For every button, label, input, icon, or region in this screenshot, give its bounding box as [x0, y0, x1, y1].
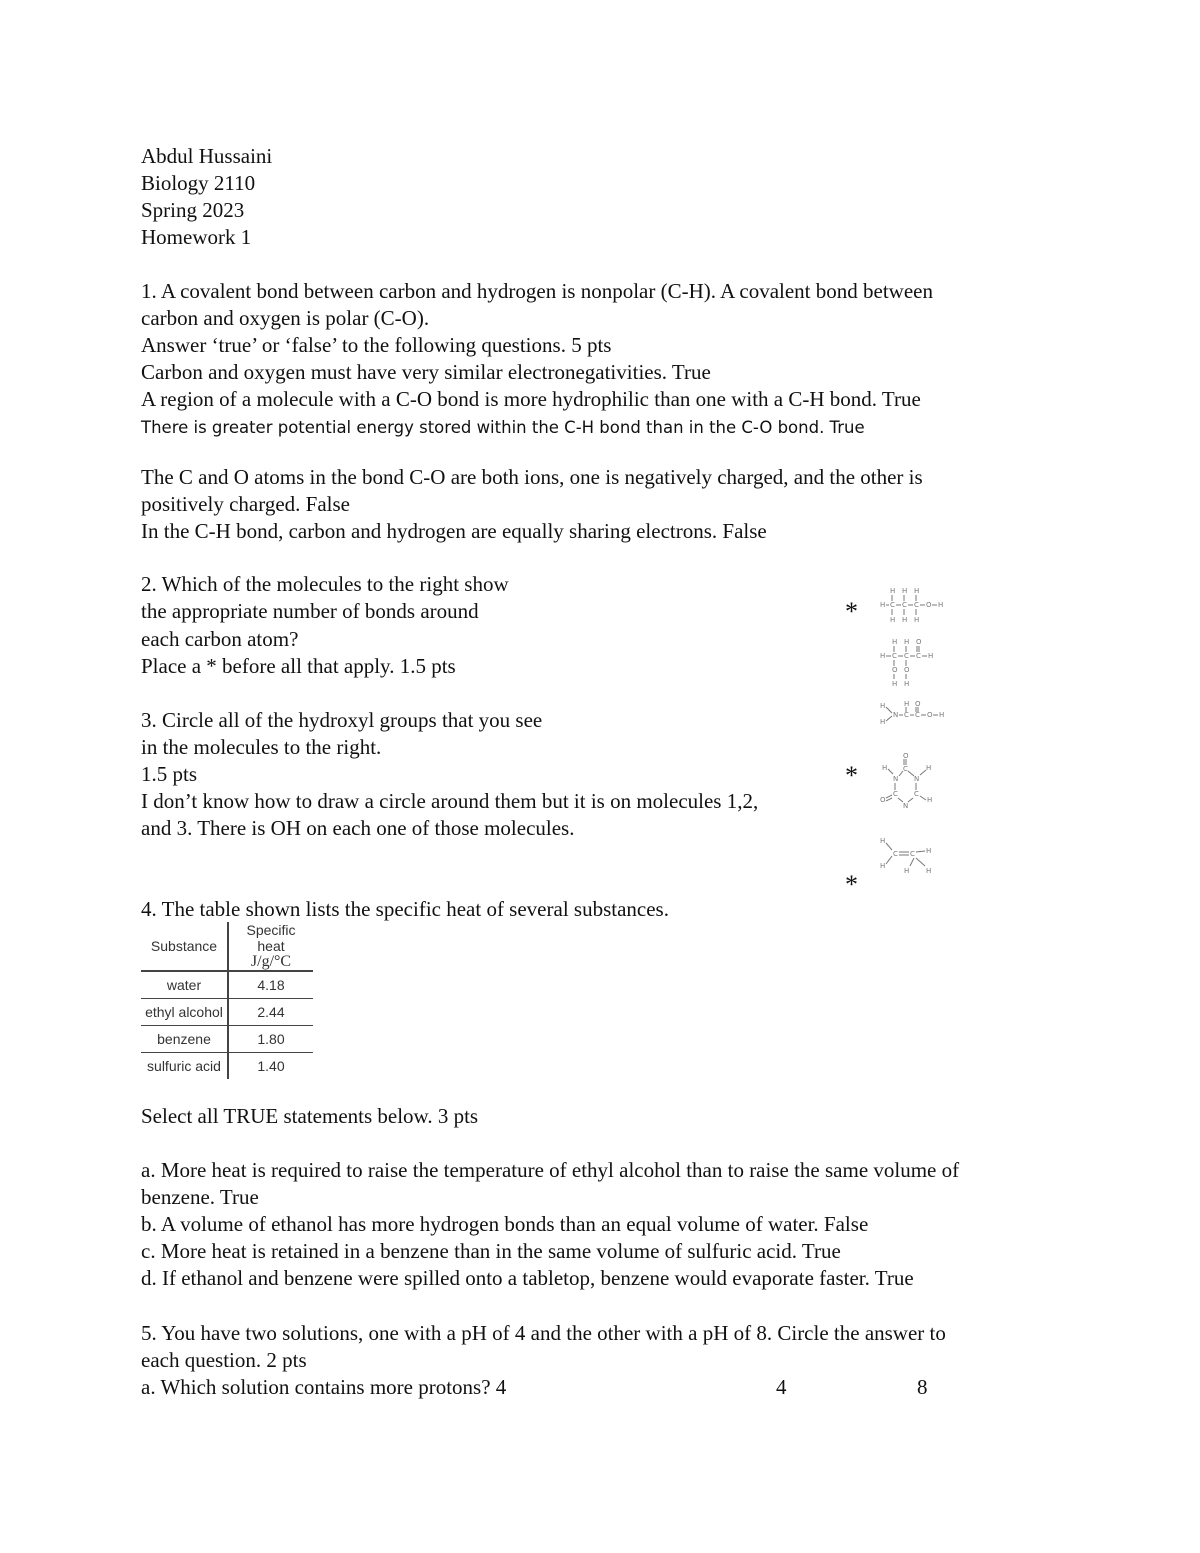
q4-intro: 4. The table shown lists the specific heat of several substances.: [141, 897, 669, 921]
table-row: [141, 971, 313, 999]
q5-question-a: a. Which solution contains more protons? 4: [141, 1375, 507, 1399]
molecule-3-diagram: [878, 698, 953, 728]
q1-statement: A region of a molecule with a C-O bond is more hydrophilic than one with a C-H bond. True: [141, 387, 921, 411]
table-row: [141, 1053, 313, 1080]
q4-option-a: a. More heat is required to raise the temperature of ethyl alcohol than to raise the same volume of: [141, 1158, 960, 1182]
q1-statement: positively charged. False: [141, 492, 350, 516]
answer-star: *: [845, 870, 858, 899]
q1-statement: The C and O atoms in the bond C-O are both ions, one is negatively charged, and the other is: [141, 465, 923, 489]
value-cell: 1.40: [257, 1058, 285, 1074]
q5-text-line: 5. You have two solutions, one with a pH of 4 and the other with a pH of 8. Circle the answer to: [141, 1321, 946, 1345]
svg-text:H: H: [880, 652, 886, 660]
q5-choice-8: 8: [917, 1375, 928, 1399]
table-row: [141, 999, 313, 1026]
q4-option-c: c. More heat is retained in a benzene than in the same volume of sulfuric acid. True: [141, 1239, 841, 1263]
svg-text:H: H: [880, 601, 886, 609]
substance-cell: ethyl alcohol: [141, 999, 228, 1026]
molecule-5-diagram: [876, 834, 941, 876]
svg-text:N: N: [903, 802, 909, 810]
svg-text:O: O: [926, 601, 932, 609]
q4-option-a-cont: benzene. True: [141, 1185, 259, 1209]
value-cell: 2.44: [228, 999, 313, 1026]
q1-statement: There is greater potential energy stored within the C-H bond than in the C-O bond. True: [141, 418, 865, 437]
q1-text-line: carbon and oxygen is polar (C-O).: [141, 306, 430, 330]
svg-text:H: H: [904, 680, 910, 688]
svg-text:O: O: [904, 666, 910, 674]
svg-text:C: C: [890, 601, 895, 609]
header-specific-heat: [228, 922, 313, 971]
svg-text:C: C: [893, 850, 898, 858]
svg-text:C: C: [914, 601, 919, 609]
svg-text:O: O: [892, 666, 898, 674]
q3-answer: I don’t know how to draw a circle around them but it is on molecules 1,2,: [141, 789, 759, 813]
q2-instructions: Place a * before all that apply. 1.5 pts: [141, 654, 456, 678]
assignment-title: Homework 1: [141, 225, 252, 249]
q3-text-line: 3. Circle all of the hydroxyl groups that you see: [141, 708, 543, 732]
svg-text:O: O: [915, 700, 921, 708]
svg-text:H: H: [880, 862, 886, 870]
svg-text:H: H: [939, 711, 945, 719]
q5-text-line: each question. 2 pts: [141, 1348, 307, 1372]
svg-text:H: H: [914, 616, 920, 624]
substance-cell: benzene: [141, 1026, 228, 1053]
value-cell: 4.18: [228, 971, 313, 999]
svg-text:O: O: [903, 752, 909, 760]
q1-text-line: 1. A covalent bond between carbon and hydrogen is nonpolar (C-H). A covalent bond between: [141, 279, 933, 303]
specific-heat-table: [141, 922, 313, 1079]
svg-text:H: H: [892, 638, 898, 646]
svg-text:C: C: [904, 652, 909, 660]
answer-star: *: [845, 597, 858, 626]
svg-text:H: H: [890, 616, 896, 624]
svg-text:H: H: [914, 587, 920, 595]
svg-text:H: H: [880, 718, 886, 726]
q2-text-line: the appropriate number of bonds around: [141, 599, 479, 623]
term: Spring 2023: [141, 198, 245, 222]
svg-text:N: N: [893, 711, 899, 719]
header-substance: Substance: [141, 922, 228, 971]
substance-cell: water: [141, 971, 228, 999]
q1-instructions: Answer ‘true’ or ‘false’ to the following questions. 5 pts: [141, 333, 612, 357]
student-name: Abdul Hussaini: [141, 144, 273, 168]
svg-text:O: O: [880, 796, 886, 804]
svg-text:H: H: [890, 587, 896, 595]
svg-text:C: C: [915, 711, 920, 719]
svg-text:H: H: [926, 867, 932, 875]
q3-text-line: in the molecules to the right.: [141, 735, 382, 759]
table-header-row: [141, 922, 313, 971]
svg-text:H: H: [892, 680, 898, 688]
svg-text:O: O: [916, 638, 922, 646]
svg-text:C: C: [910, 850, 915, 858]
svg-text:C: C: [916, 652, 921, 660]
svg-text:H: H: [902, 587, 908, 595]
svg-text:H: H: [904, 638, 910, 646]
molecule-2-diagram: [878, 636, 948, 688]
course-name: Biology 2110: [141, 171, 256, 195]
svg-text:N: N: [893, 775, 899, 783]
svg-text:H: H: [902, 616, 908, 624]
svg-text:O: O: [927, 711, 933, 719]
svg-text:H: H: [927, 796, 933, 804]
q4-option-d: d. If ethanol and benzene were spilled onto a tabletop, benzene would evaporate faster. True: [141, 1266, 914, 1290]
molecule-1-diagram: [878, 585, 953, 625]
svg-text:H: H: [938, 601, 944, 609]
q2-text-line: 2. Which of the molecules to the right show: [141, 572, 509, 596]
q2-text-line: each carbon atom?: [141, 627, 299, 651]
value-cell: 1.80: [228, 1026, 313, 1053]
header-unit: J/g/°C: [250, 953, 292, 970]
svg-text:H: H: [904, 867, 910, 875]
svg-text:C: C: [914, 790, 919, 798]
header-specific-heat-label: Specific heat: [246, 922, 296, 954]
q3-points: 1.5 pts: [141, 762, 198, 786]
svg-text:H: H: [880, 837, 886, 845]
svg-text:C: C: [902, 601, 907, 609]
svg-text:H: H: [926, 764, 932, 772]
answer-star: *: [845, 761, 858, 790]
svg-text:H: H: [882, 764, 888, 772]
q1-statement: Carbon and oxygen must have very similar electronegativities. True: [141, 360, 711, 384]
q4-option-b: b. A volume of ethanol has more hydrogen bonds than an equal volume of water. False: [141, 1212, 869, 1236]
svg-text:C: C: [893, 790, 898, 798]
svg-text:H: H: [904, 700, 910, 708]
molecule-4-diagram: [876, 750, 941, 812]
q5-choice-4: 4: [776, 1375, 787, 1399]
substance-cell: sulfuric acid: [141, 1053, 228, 1080]
table-row: [141, 1026, 313, 1053]
q1-statement: In the C-H bond, carbon and hydrogen are equally sharing electrons. False: [141, 519, 767, 543]
q3-answer: and 3. There is OH on each one of those molecules.: [141, 816, 575, 840]
svg-text:C: C: [892, 652, 897, 660]
svg-text:C: C: [903, 765, 908, 773]
svg-text:H: H: [928, 652, 934, 660]
svg-text:H: H: [926, 847, 932, 855]
svg-text:C: C: [904, 711, 909, 719]
q4-prompt: Select all TRUE statements below. 3 pts: [141, 1104, 479, 1128]
svg-text:H: H: [880, 702, 886, 710]
svg-text:N: N: [914, 775, 920, 783]
